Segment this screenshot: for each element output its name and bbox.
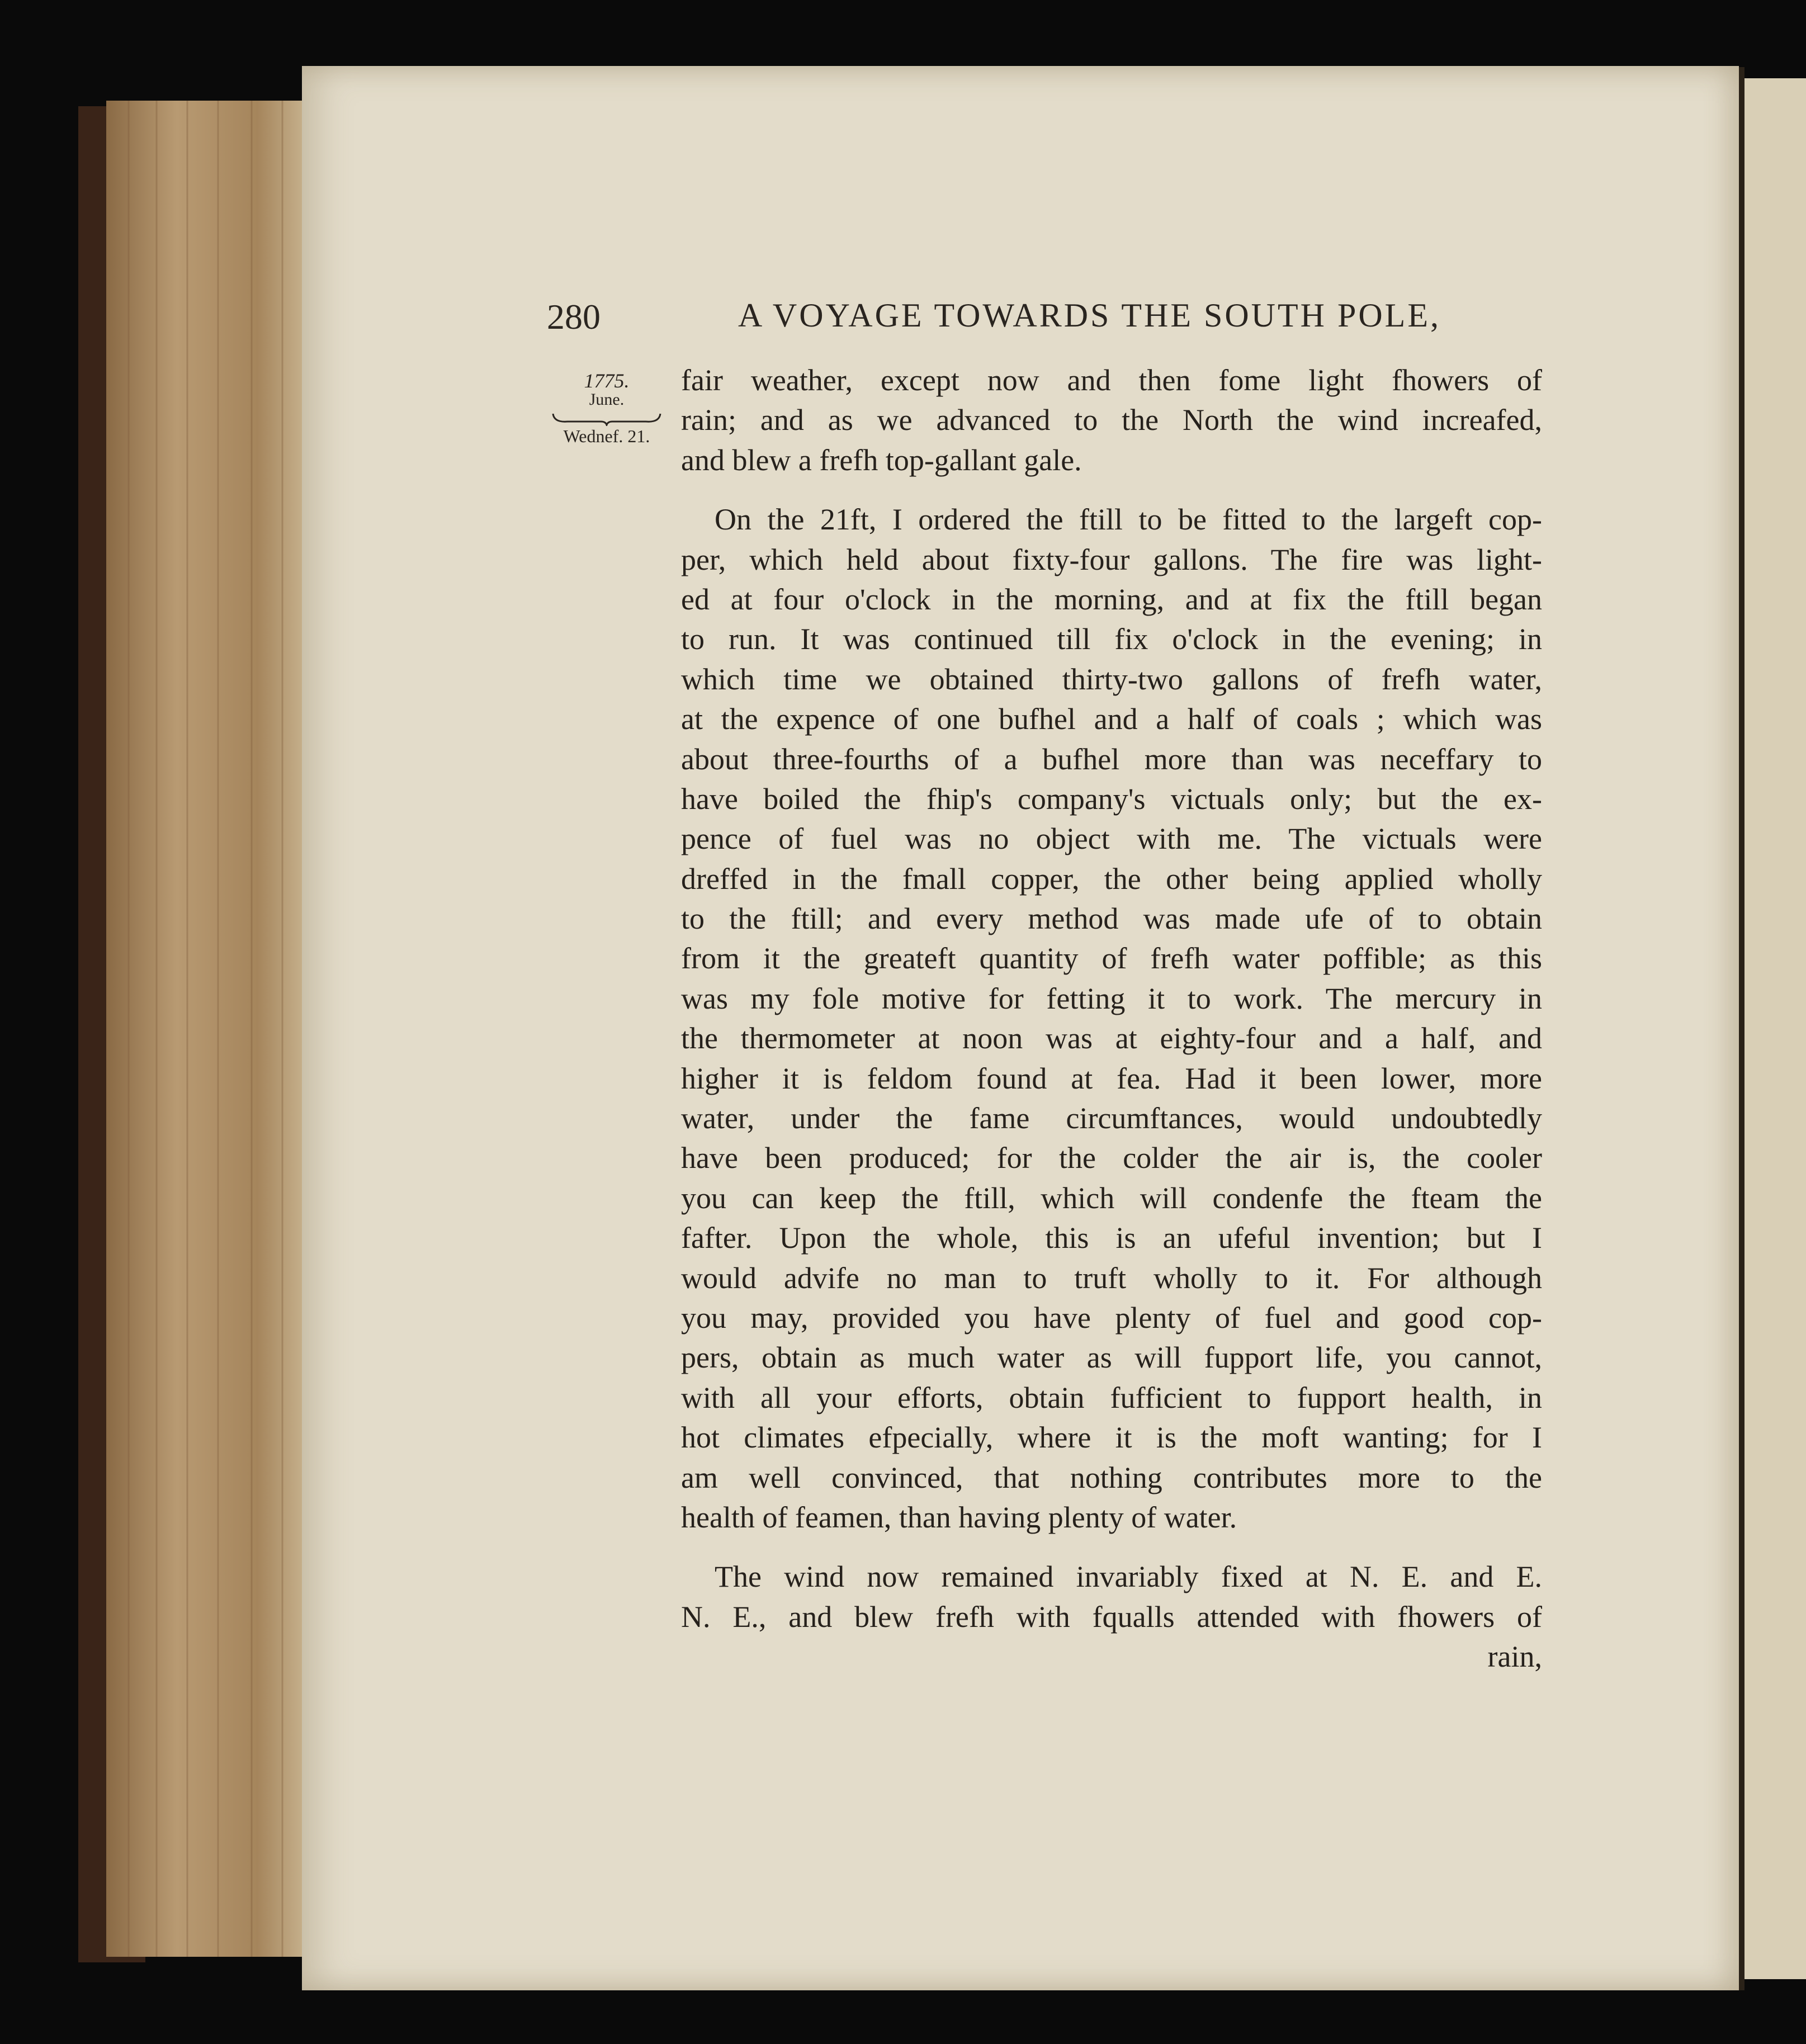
text-line: water, under the fame circumftances, would undoubtedly	[681, 1101, 1542, 1135]
text-line: higher it is feldom found at fea. Had it been lower, more	[681, 1061, 1542, 1095]
paragraph	[681, 500, 1542, 1537]
text-line: with all your efforts, obtain fufficient to fupport health, in	[681, 1380, 1542, 1414]
brace-icon	[551, 411, 663, 426]
text-line: was my fole motive for fetting it to work. The mercury in	[681, 981, 1542, 1015]
text-line: N. E., and blew frefh with fqualls attended with fhowers of	[681, 1600, 1542, 1634]
text-line: pence of fuel was no object with me. The victuals were	[681, 822, 1542, 856]
running-head: A VOYAGE TOWARDS THE SOUTH POLE,	[738, 297, 1441, 334]
text-line: to run. It was continued till fix o'clock in the evening; in	[681, 622, 1542, 656]
body-text	[681, 361, 1542, 1677]
text-line: to the ftill; and every method was made ufe of to obtain	[681, 902, 1542, 936]
text-line: you may, provided you have plenty of fuel and good cop-	[681, 1300, 1542, 1335]
paragraph	[681, 1557, 1542, 1637]
text-line: The wind now remained invariably fixed at N. E. and E.	[715, 1560, 1542, 1594]
margin-day: Wednef. 21.	[563, 426, 650, 446]
margin-year: 1775.	[584, 370, 630, 392]
margin-date-note	[545, 369, 668, 447]
text-line: you can keep the ftill, which will condenfe the fteam the	[681, 1181, 1542, 1215]
text-line: the thermometer at noon was at eighty-four and a half, and	[681, 1021, 1542, 1056]
text-line: On the 21ft, I ordered the ftill to be fitted to the largeft cop-	[715, 503, 1542, 537]
book-leaf-edges	[84, 78, 308, 1979]
text-line: which time we obtained thirty-two gallons of frefh water,	[681, 662, 1542, 696]
text-line: per, which held about fixty-four gallons. The fire was light-	[681, 542, 1542, 576]
paragraph	[681, 361, 1542, 480]
text-line: about three-fourths of a bufhel more than was neceffary to	[681, 742, 1542, 776]
text-line: am well convinced, that nothing contributes more to the	[681, 1460, 1542, 1494]
text-line: health of feamen, than having plenty of water.	[681, 1500, 1237, 1534]
text-line: would advife no man to truft wholly to it. For although	[681, 1261, 1542, 1295]
page-number: 280	[547, 297, 601, 337]
text-line: from it the greateft quantity of frefh water poffible; as this	[681, 941, 1542, 976]
text-line: rain; and as we advanced to the North the wind increafed,	[681, 403, 1542, 437]
text-line: at the expence of one bufhel and a half of coals ; which was	[681, 702, 1542, 736]
text-line: ed at four o'clock in the morning, and at fix the ftill began	[681, 582, 1542, 616]
text-line: fair weather, except now and then fome light fhowers of	[681, 363, 1542, 397]
text-line: fafter. Upon the whole, this is an ufeful invention; but I	[681, 1221, 1542, 1255]
text-line: hot climates efpecially, where it is the moft wanting; for I	[681, 1421, 1542, 1455]
text-line: dreffed in the fmall copper, the other being applied wholly	[681, 862, 1542, 896]
text-line: and blew a frefh top-gallant gale.	[681, 443, 1082, 477]
text-line: have been produced; for the colder the air is, the cooler	[681, 1141, 1542, 1175]
text-line: have boiled the fhip's company's victuals only; but the ex-	[681, 782, 1542, 816]
catchword: rain,	[1487, 1640, 1542, 1674]
facing-page-edge	[1728, 67, 1806, 1990]
text-line: pers, obtain as much water as will fupport life, you cannot,	[681, 1341, 1542, 1375]
margin-month: June.	[589, 390, 625, 409]
